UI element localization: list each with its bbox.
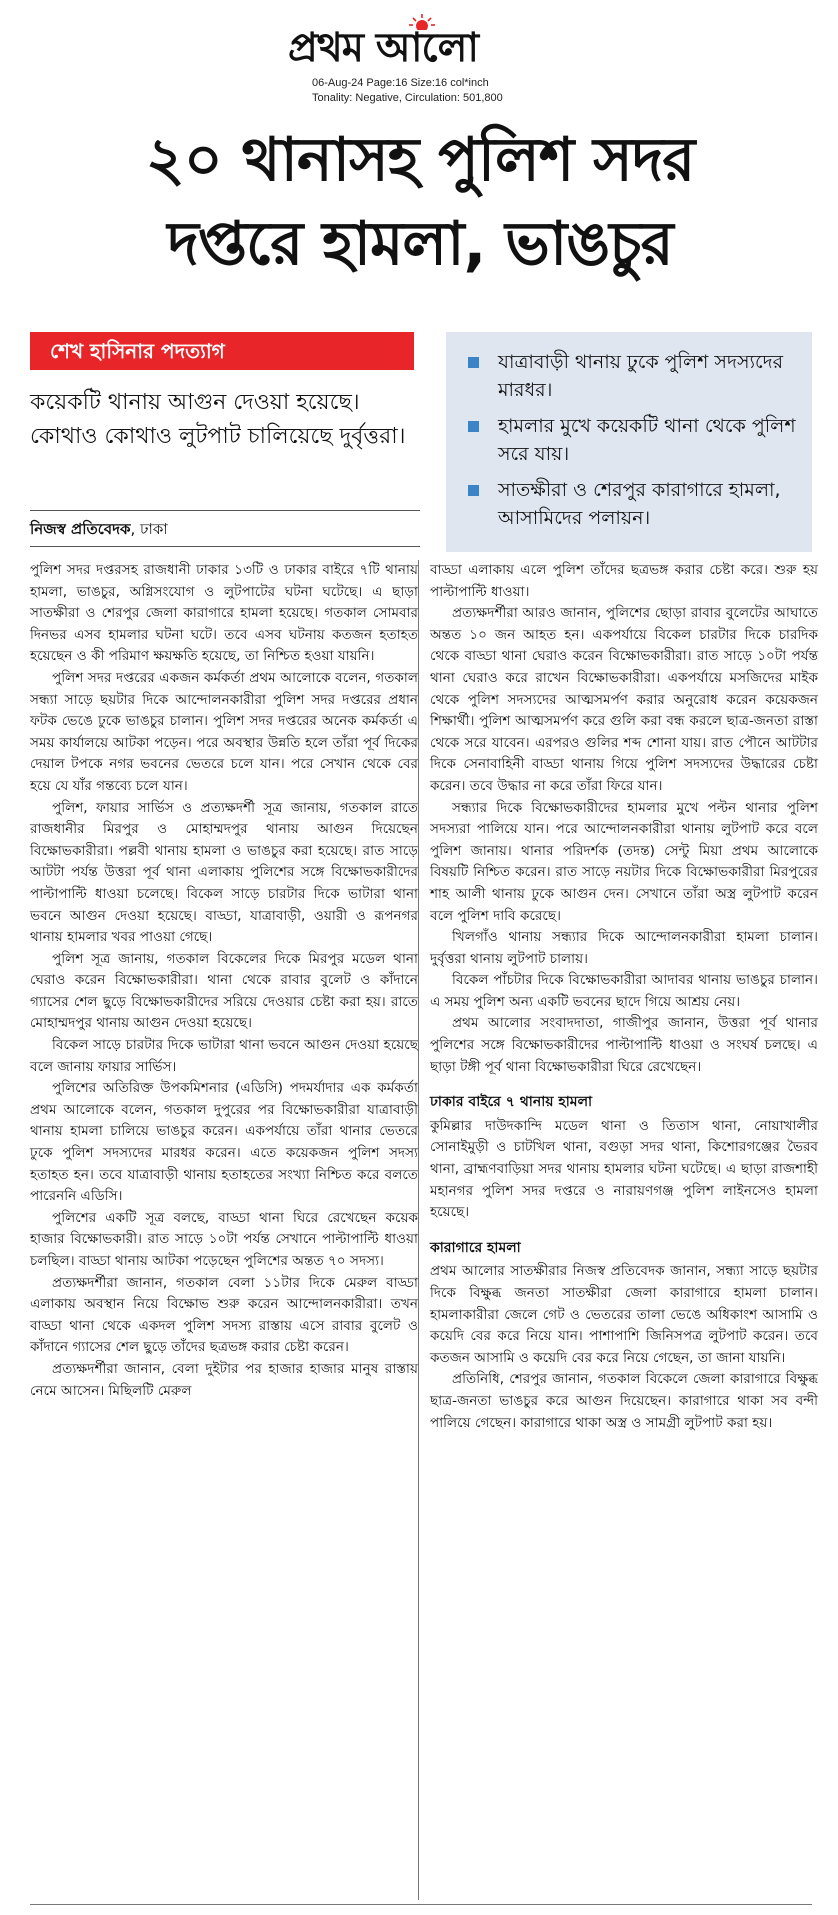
highlights-box bbox=[446, 332, 812, 552]
body-paragraph: কুমিল্লার দাউদকান্দি মডেল থানা ও তিতাস থানা, নোয়াখালীর সোনাইমুড়ী ও চাটখিল থানা, বগুড়া সদর থানা, কিশোরগঞ্জের ভৈরব থানা, ব্রাহ্মণবাড়িয়া সদর থানায় হামলার ঘটনা ঘটেছে। এ ছাড়া রাজশাহী মহানগর পুলিশ সদর দপ্তরে ও নারায়ণগঞ্জ পুলিশ লাইনসেও হামলা হয়েছে। bbox=[430, 1117, 818, 1221]
body-paragraph: পুলিশের অতিরিক্ত উপকমিশনার (এডিসি) পদমর্যাদার এক কর্মকর্তা প্রথম আলোকে বলেন, গতকাল দুপুরের পর বিক্ষোভকারীরা যাত্রাবাড়ী থানায় হামলা চালিয়ে ভাঙচুর করেন। একপর্যায়ে তাঁরা থানার ভেতরে ঢুকে পুলিশ সদস্যদের মারধর করেন। এতে কয়েকজন পুলিশ সদস্য হতাহত হন। তবে যাত্রাবাড়ী থানায় হতাহতের সংখ্যা নিশ্চিত করে বলতে পারেননি এডিসি। bbox=[30, 1080, 418, 1205]
byline bbox=[30, 518, 168, 543]
prothom-alo-logo bbox=[288, 14, 550, 72]
byline-bottom-rule bbox=[30, 546, 420, 547]
bottom-rule bbox=[30, 1904, 812, 1905]
body-paragraph: পুলিশ সদর দপ্তরসহ রাজধানী ঢাকার ১৩টি ও ঢাকার বাইরে ৭টি থানায় হামলা, ভাঙচুর, অগ্নিসংযোগ ও লুটপাটের ঘটনা ঘটেছে। এ ছাড়া সাতক্ষীরা ও শেরপুর জেলা কারাগারে হামলা হয়েছে। গতকাল সোমবার দিনভর এসব হামলার ঘটনা ঘটে। তবে এসব ঘটনায় কতজন হতাহত হয়েছেন ও কী পরিমাণ ক্ষয়ক্ষতি হয়েছে, তা নিশ্চিত হওয়া যায়নি। bbox=[30, 562, 418, 665]
meta-tonality: Tonality: Negative, Circulation: 501,800 bbox=[312, 92, 503, 104]
body-paragraph: প্রথম আলোর সংবাদদাতা, গাজীপুর জানান, উত্তরা পূর্ব থানার পুলিশের সঙ্গে বিক্ষোভকারীদের পাল্টাপাল্টি ধাওয়া ও সংঘর্ষ চলছে। এ ছাড়া টঙ্গী পূর্ব থানা বিক্ষোভকারীরা ঘিরে রেখেছেন। bbox=[430, 1015, 818, 1075]
body-paragraph: পুলিশ, ফায়ার সার্ভিস ও প্রত্যক্ষদর্শী সূত্র জানায়, গতকাল রাতে রাজধানীর মিরপুর ও মোহাম্মদপুর থানায় আগুন দিয়েছেন বিক্ষোভকারীরা। পল্লবী থানায় হামলা ও ভাঙচুর করা হয়েছে। রাত সাড়ে আটটা পর্যন্ত উত্তরা পূর্ব থানা এলাকায় পুলিশের সঙ্গে বিক্ষোভকারীদের পাল্টাপাল্টি ধাওয়া চলেছে। বিকেল সাড়ে চারটার দিকে ভাটারা থানা ভবনে আগুন দেওয়া হয়েছে। বাড্ডা, যাত্রাবাড়ী, ওয়ারী ও রূপনগর থানায় হামলার খবর পাওয়া গেছে। bbox=[30, 799, 418, 946]
highlight-text: সাতক্ষীরা ও শেরপুর কারাগারে হামলা, আসামিদের পলায়ন। bbox=[498, 479, 781, 529]
body-paragraph: পুলিশ সদর দপ্তরের একজন কর্মকর্তা প্রথম আলোকে বলেন, গতকাল সন্ধ্যা সাড়ে ছয়টার দিকে আন্দোলনকারীরা পুলিশ সদর দপ্তরের প্রধান ফটক ভেঙে ঢুকে ভাঙচুর চালান। পুলিশ সদর দপ্তরের অনেক কর্মকর্তা এ সময় কার্যালয়ে আটকা পড়েন। পরে অবস্থার উন্নতি হলে তাঁরা পূর্ব দিকের দেয়াল টপকে নগর ভবনের ভেতরে চলে যান। পরে সেখান থেকে বের হয়ে যে যাঁর গন্তব্যে চলে যান। bbox=[30, 669, 418, 794]
body-column-left bbox=[30, 560, 418, 1402]
body-paragraph: বিকেল পাঁচটার দিকে বিক্ষোভকারীরা আদাবর থানায় ভাঙচুর চালান। এ সময় পুলিশ অন্য একটি ভবনের ছাদে গিয়ে আশ্রয় নেয়। bbox=[430, 972, 818, 1010]
square-bullet-icon bbox=[468, 485, 479, 496]
body-paragraph: বিকেল সাড়ে চারটার দিকে ভাটারা থানা ভবনে আগুন দেওয়া হয়েছে বলে জানায় ফায়ার সার্ভিস। bbox=[30, 1037, 418, 1075]
byline-place: , ঢাকা bbox=[130, 520, 168, 538]
clipping-meta bbox=[312, 76, 503, 106]
headline-line-2: দপ্তরে হামলা, ভাঙচুর bbox=[167, 209, 673, 279]
square-bullet-icon bbox=[468, 421, 479, 432]
body-column-right bbox=[430, 560, 818, 1434]
body-paragraph: প্রথম আলোর সাতক্ষীরার নিজস্ব প্রতিবেদক জানান, সন্ধ্যা সাড়ে ছয়টার দিকে বিক্ষুব্ধ জনতা সাতক্ষীরা জেলা কারাগারে হামলা চালান। হামলাকারীরা জেলে গেট ও ভেতরের তালা ভেঙে অধিকাংশ আসামি ও কয়েদি বের করে নিয়ে যান। পাশাপাশি জিনিসপত্র লুটপাট করেন। তবে কতজন আসামি ও কয়েদি বের করে নিয়ে গেছেন, তা জানা যায়নি। bbox=[430, 1263, 818, 1366]
highlight-text: হামলার মুখে কয়েকটি থানা থেকে পুলিশ সরে যায়। bbox=[498, 415, 796, 465]
logo-text: প্রথম আলো bbox=[288, 24, 479, 71]
body-paragraph: পুলিশ সূত্র জানায়, গতকাল বিকেলের দিকে মিরপুর মডেল থানা ঘেরাও করেন বিক্ষোভকারীরা। থানা থেকে রাবার বুলেট ও কাঁদানে গ্যাসের শেল ছুড়ে বিক্ষোভকারীদের সরিয়ে দেওয়ার চেষ্টা করা হয়। রাতে মোহাম্মদপুর থানায় আগুন দেওয়া হয়েছে। bbox=[30, 950, 418, 1032]
byline-author: নিজস্ব প্রতিবেদক bbox=[30, 520, 131, 538]
meta-date-page: 06-Aug-24 Page:16 Size:16 col*inch bbox=[312, 77, 489, 89]
body-paragraph: প্রত্যক্ষদর্শীরা আরও জানান, পুলিশের ছোড়া রাবার বুলেটের আঘাতে অন্তত ১০ জন আহত হন। একপর্যায়ে বিকেল চারটার দিকে চারদিক থেকে বাড্ডা থানা ঘেরাও করেন বিক্ষোভকারীরা। রাত সাড়ে ১০টা পর্যন্ত থানা ঘেরাও করে রাখেন বিক্ষোভকারীরা। একপর্যায়ে মসজিদের মাইক থেকে পুলিশ সদস্যদের আত্মসমর্পণ করার অনুরোধ করেন কয়েকজন শিক্ষার্থী। পুলিশ আত্মসমর্পণ করে গুলি করা বন্ধ করলে ছাত্র-জনতা রাস্তা থেকে সরে যাবেন। এরপরও গুলির শব্দ শোনা যায়। রাত পৌনে আটটার দিকে সেনাবাহিনী বাড্ডা থানায় গিয়ে পুলিশ সদস্যদের উদ্ধারের চেষ্টা করেন। তবে উদ্ধার না করে তাঁরা ফিরে যান। bbox=[430, 605, 818, 794]
byline-top-rule bbox=[30, 510, 420, 511]
headline bbox=[22, 118, 818, 286]
body-paragraph: সন্ধ্যার দিকে বিক্ষোভকারীদের হামলার মুখে পল্টন থানার পুলিশ সদস্যরা পালিয়ে যান। পরে আন্দোলনকারীরা থানায় লুটপাট করে বলে পুলিশ জানায়। থানার পরিদর্শক (তদন্ত) সেন্টু মিয়া প্রথম আলোকে বিষয়টি নিশ্চিত করেন। রাত সাড়ে নয়টার দিকে বিক্ষোভকারীরা মিরপুরের শাহ আলী থানায় ঢুকে আগুন দেন। সেখানে তাঁরা অস্ত্র লুটপাট করেন বলে পুলিশ দাবি করেছে। bbox=[430, 799, 818, 924]
body-paragraph: বাড্ডা এলাকায় এলে পুলিশ তাঁদের ছত্রভঙ্গ করার চেষ্টা করে। শুরু হয় পাল্টাপাল্টি ধাওয়া। bbox=[430, 562, 818, 600]
highlight-item bbox=[468, 412, 802, 468]
masthead bbox=[0, 0, 838, 112]
body-paragraph: পুলিশের একটি সূত্র বলছে, বাড্ডা থানা ঘিরে রেখেছেন কয়েক হাজার বিক্ষোভকারী। রাত সাড়ে ১০টা পর্যন্ত সেখানে পাল্টাপাল্টি ধাওয়া চলছিল। বাড্ডা থানায় আটকা পড়েছেন পুলিশের অন্তত ৭০ সদস্য। bbox=[30, 1209, 418, 1269]
highlight-item bbox=[468, 476, 802, 532]
square-bullet-icon bbox=[468, 357, 479, 368]
subheading-outside-dhaka: ঢাকার বাইরে ৭ থানায় হামলা bbox=[430, 1094, 593, 1111]
subheading-prison-attack: কারাগারে হামলা bbox=[430, 1239, 521, 1256]
headline-line-1: ২০ থানাসহ পুলিশ সদর bbox=[145, 125, 695, 195]
deck-summary: কয়েকটি থানায় আগুন দেওয়া হয়েছে। কোথাও কোথাও লুটপাট চালিয়েছে দুর্বৃত্তরা। bbox=[30, 390, 406, 449]
body-paragraph: খিলগাঁও থানায় সন্ধ্যার দিকে আন্দোলনকারীরা হামলা চালান। দুর্বৃত্তরা থানায় লুটপাট চালায়। bbox=[430, 929, 818, 967]
highlight-item bbox=[468, 348, 802, 404]
column-divider bbox=[418, 560, 419, 1900]
highlight-text: যাত্রাবাড়ী থানায় ঢুকে পুলিশ সদস্যদের মারধর। bbox=[498, 351, 784, 401]
body-paragraph: প্রত্যক্ষদর্শীরা জানান, বেলা দুইটার পর হাজার হাজার মানুষ রাস্তায় নেমে আসেন। মিছিলটি মেরুল bbox=[30, 1360, 418, 1399]
kicker-label: শেখ হাসিনার পদত্যাগ bbox=[30, 332, 414, 370]
body-paragraph: প্রত্যক্ষদর্শীরা জানান, গতকাল বেলা ১১টার দিকে মেরুল বাড্ডা এলাকায় অবস্থান নিয়ে বিক্ষোভ শুরু করেন আন্দোলনকারীরা। তখন বাড্ডা থানা থেকে একদল পুলিশ সদস্য রাস্তায় এসে রাবার বুলেট ও কাঁদানে গ্যাসের শেল ছুড়ে তাঁদের ছত্রভঙ্গ করার চেষ্টা করেন। bbox=[30, 1274, 418, 1356]
body-paragraph: প্রতিনিধি, শেরপুর জানান, গতকাল বিকেলে জেলা কারাগারে বিক্ষুব্ধ ছাত্র-জনতা ভাঙচুর করে আগুন দিয়েছেন। কারাগারে থাকা সব বন্দী পালিয়ে গেছেন। কারাগারে থাকা অস্ত্র ও সামগ্রী লুটপাট করা হয়। bbox=[430, 1371, 818, 1431]
